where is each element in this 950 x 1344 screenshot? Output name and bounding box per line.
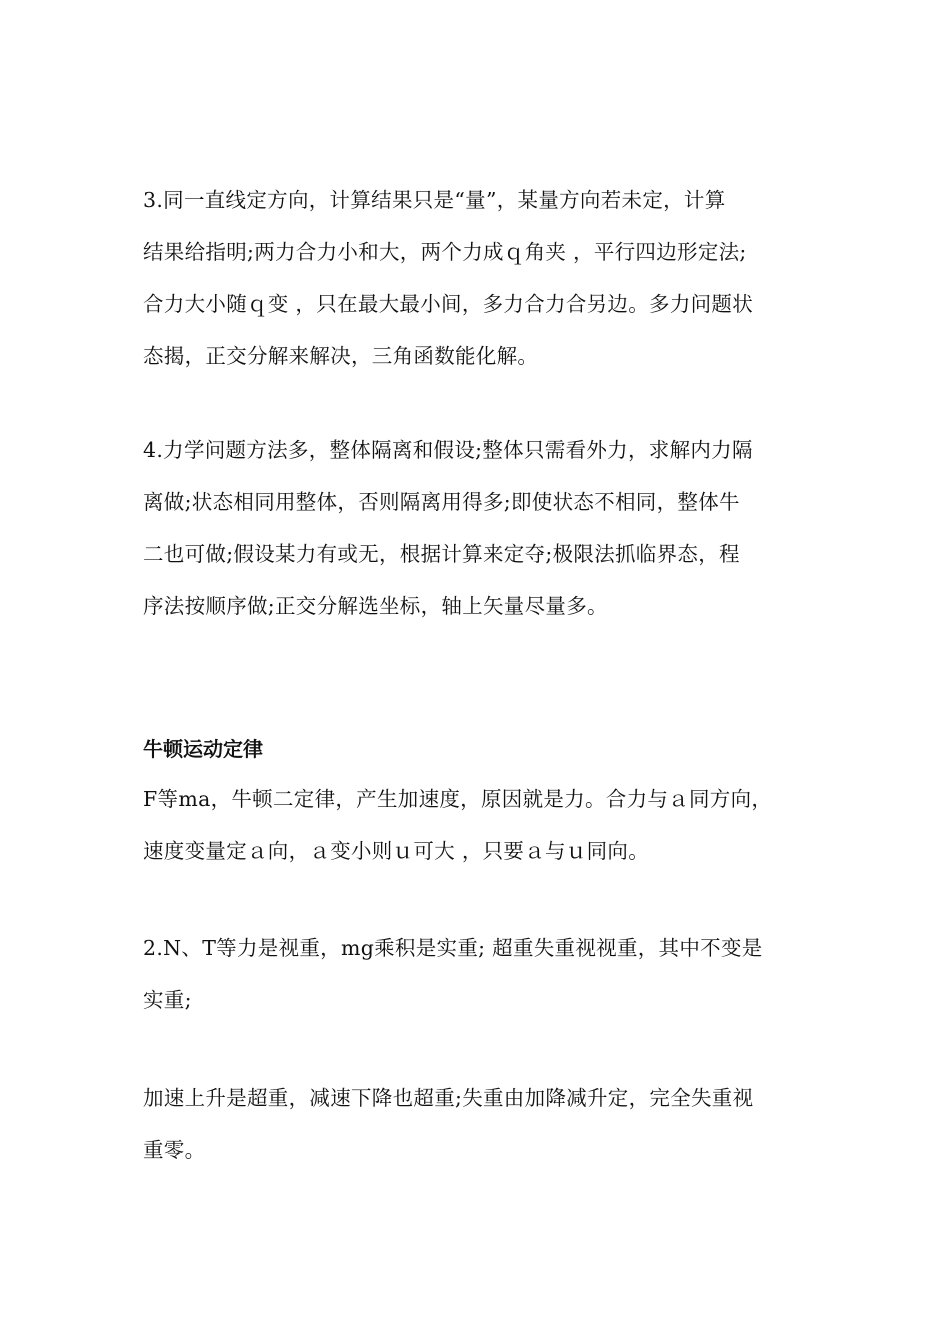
- text-line: F等ma，牛顿二定律，产生加速度，原因就是力。合力与ａ同方向，: [143, 787, 773, 811]
- text-line: 二也可做;假设某力有或无，根据计算来定夺;极限法抓临界态，程: [143, 542, 740, 566]
- paragraph-2: [143, 922, 813, 1026]
- paragraph-last: [143, 1072, 813, 1176]
- paragraph-4: [143, 424, 813, 632]
- section-heading: 牛顿运动定律: [143, 737, 263, 761]
- text-line: 离做;状态相同用整体，否则隔离用得多;即使状态不相同，整体牛: [143, 490, 740, 514]
- text-line: 2.N、T等力是视重，mg乘积是实重; 超重失重视视重，其中不变是: [143, 936, 763, 960]
- text-line: 结果给指明;两力合力小和大，两个力成ｑ角夹 ，平行四边形定法;: [143, 240, 747, 264]
- text-line: 速度变量定ａ向，ａ变小则ｕ可大 ，只要ａ与ｕ同向。: [143, 839, 650, 863]
- paragraph-3: [143, 174, 813, 382]
- text-line: 序法按顺序做;正交分解选坐标，轴上矢量尽量多。: [143, 594, 608, 618]
- text-line: 重零。: [143, 1138, 206, 1162]
- text-line: 实重;: [143, 988, 192, 1012]
- text-line: 3.同一直线定方向，计算结果只是“量”，某量方向若未定，计算: [143, 188, 726, 212]
- text-line: 合力大小随ｑ变 ，只在最大最小间，多力合力合另边。多力问题状: [143, 292, 754, 316]
- paragraph-newton: [143, 773, 813, 877]
- text-line: 态揭，正交分解来解决，三角函数能化解。: [143, 344, 539, 368]
- text-line: 加速上升是超重，减速下降也超重;失重由加降减升定，完全失重视: [143, 1086, 754, 1110]
- text-line: 4.力学问题方法多，整体隔离和假设;整体只需看外力，求解内力隔: [143, 438, 753, 462]
